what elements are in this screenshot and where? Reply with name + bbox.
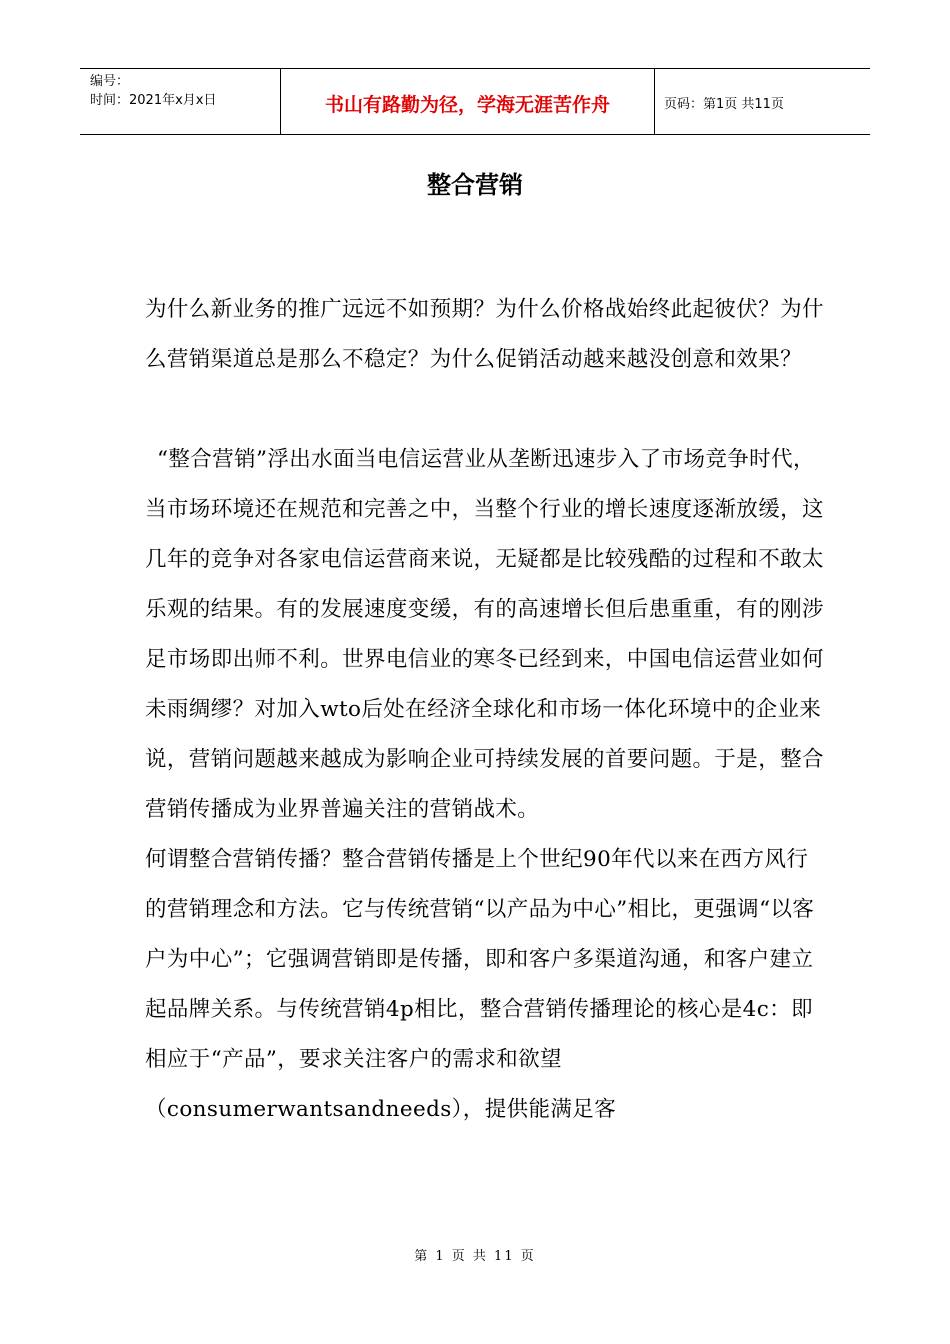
document-header <box>80 68 870 135</box>
page-footer: 第 1 页 共 11 页 <box>414 1249 536 1264</box>
number-label: 编号： <box>90 74 130 89</box>
paragraph-intro: 为什么新业务的推广远远不如预期？为什么价格战始终此起彼伏？为什么营销渠道总是那么不稳定？为什么促销活动越来越没创意和效果？ <box>145 297 824 372</box>
paragraph-background: “整合营销”浮出水面当电信运营业从垄断迅速步入了市场竞争时代，当市场环境还在规范和完善之中，当整个行业的增长速度逐渐放缓，这几年的竞争对各家电信运营商来说，无疑都是比较残酷的过程和不敢太乐观的结果。有的发展速度变缓，有的高速增长但后患重重，有的刚涉足市场即出师不利。世界电信业的寒冬已经到来，中国电信运营业如何未雨绸缪？对加入wto后处在经济全球化和市场一体化环境中的企业来说，营销问题越来越成为影响企业可持续发展的首要问题。于是，整合营销传播成为业界普遍关注的营销战术。 <box>145 447 824 822</box>
document-body <box>145 285 825 1135</box>
header-page-cell <box>655 69 870 134</box>
document-title: 整合营销 <box>427 171 523 199</box>
header-motto-cell <box>281 69 655 134</box>
header-meta-cell <box>80 69 281 134</box>
page-info: 页码：第1页 共11页 <box>664 97 784 112</box>
date-label: 时间：2021年x月x日 <box>90 93 217 108</box>
paragraph-spacer <box>145 385 825 435</box>
motto-text: 书山有路勤为径，学海无涯苦作舟 <box>324 94 610 116</box>
paragraph-definition: 何谓整合营销传播？整合营销传播是上个世纪90年代以来在西方风行的营销理念和方法。它与传统营销“以产品为中心”相比，更强调“以客户为中心”；它强调营销即是传播，即和客户多渠道沟通，和客户建立起品牌关系。与传统营销4p相比，整合营销传播理论的核心是4c：即相应于“产品”，要求关注客户的需求和欲望（consumerwantsandneeds），提供能满足客 <box>145 847 815 1122</box>
